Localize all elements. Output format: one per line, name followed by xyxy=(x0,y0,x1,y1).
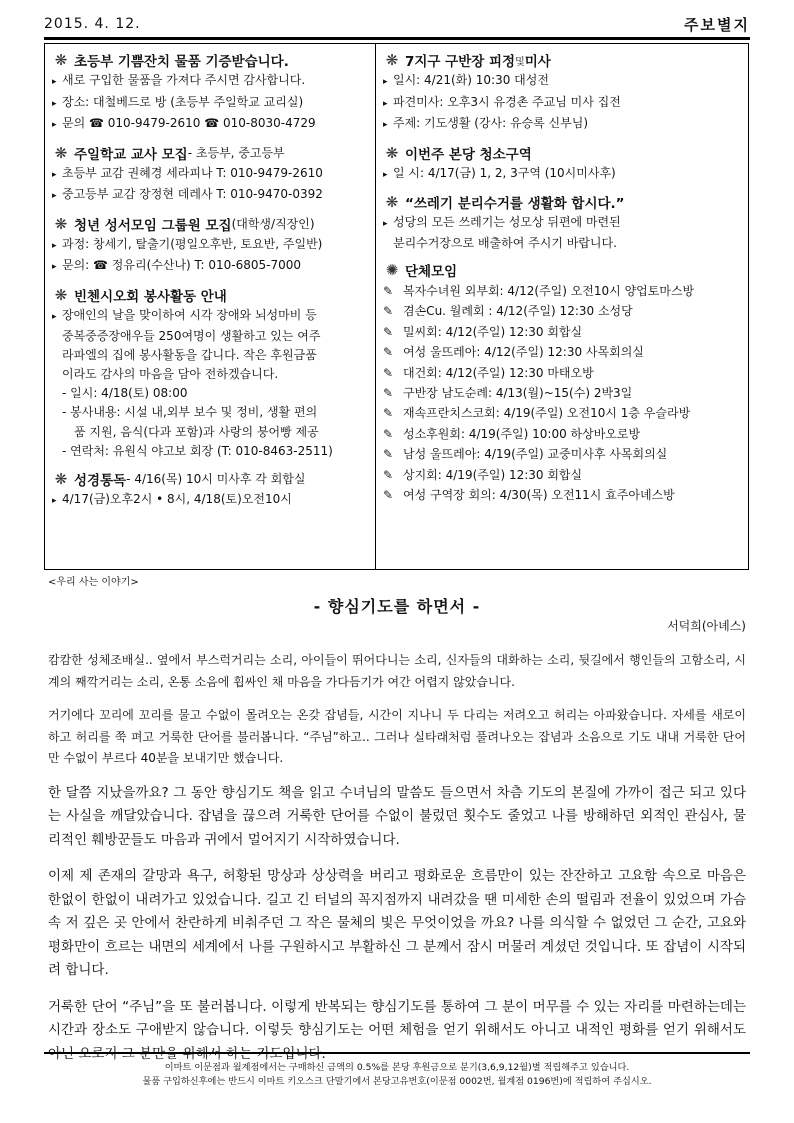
vincent-detail: - 봉사내용: 시설 내,외부 보수 및 정비, 생활 편의 xyxy=(62,405,318,419)
story-title: - 향심기도를 하면서 - xyxy=(313,597,481,616)
groups-section xyxy=(383,259,745,505)
asterisk-icon: ❋ xyxy=(54,214,68,233)
vincent-detail: - 일시: 4/18(토) 08:00 xyxy=(62,385,188,400)
district-title-mid: 및 xyxy=(515,56,525,68)
teacher-section xyxy=(52,142,370,207)
pen-icon: ✎ xyxy=(383,406,394,421)
triangle-icon: ▸ xyxy=(383,98,388,109)
donation-item: 문의 ☎ 010-9479-2610 ☎ 010-8030-4729 xyxy=(62,116,316,130)
group-item: ✎ 성소후원회: 4/19(주일) 10:00 하상바오로방 xyxy=(383,424,745,444)
group-item: ✎ 겸손Cu. 월례회 : 4/12(주일) 12:30 소성당 xyxy=(383,301,745,321)
teacher-title: 주일학교 교사 모집 xyxy=(74,146,188,163)
triangle-icon: ▸ xyxy=(52,191,57,201)
donation-section xyxy=(52,49,370,136)
vincent-text: 중복중증장애우들 250여명이 생활하고 있는 여주 xyxy=(62,328,321,343)
vincent-detail: - 연락처: 유원식 야고보 회장 (T: 010-8463-2511) xyxy=(62,444,333,458)
trash-text: 분리수거장으로 배출하여 주시기 바랍니다. xyxy=(393,236,617,250)
cleaning-title: 이번주 본당 청소구역 xyxy=(405,146,532,163)
triangle-icon: ▸ xyxy=(383,120,388,130)
asterisk-icon: ❋ xyxy=(54,143,68,162)
teacher-subtitle: - 초등부, 중고등부 xyxy=(187,146,285,160)
trash-text: 성당의 모든 쓰레기는 성모상 뒤편에 마련된 xyxy=(393,215,621,229)
footer-line: 물품 구입하신후에는 반드시 이마트 키오스크 단말기에서 본당고유번호(이문점 0002번, 월계점 0196번)에 적립하여 주십시오. xyxy=(142,1076,652,1087)
teacher-item: 중고등부 교감 장정현 데레사 T: 010-9470-0392 xyxy=(62,187,323,201)
page-header xyxy=(44,12,750,38)
asterisk-icon: ❋ xyxy=(54,469,68,488)
group-item: ✎ 구반장 남도순례: 4/13(월)~15(수) 2박3일 xyxy=(383,383,745,403)
bible-group-item: 문의: ☎ 정유리(수산나) T: 010-6805-7000 xyxy=(62,258,302,272)
story-label: <우리 사는 이야기> xyxy=(48,577,139,588)
group-item: ✎ 밀씨회: 4/12(주일) 12:30 회합실 xyxy=(383,322,745,342)
group-item: ✎ 여성 울뜨레아: 4/12(주일) 12:30 사목회의실 xyxy=(383,342,745,362)
cleaning-item: 일 시: 4/17(금) 1, 2, 3구역 (10시미사후) xyxy=(393,165,616,180)
vincent-text: 이라도 감사의 마음을 담아 전하겠습니다. xyxy=(62,366,279,381)
vincent-detail: 품 지원, 음식(다과 포함)과 사랑의 붕어빵 제공 xyxy=(74,424,319,439)
donation-title: 초등부 기쁨잔치 물품 기증받습니다. xyxy=(74,54,289,70)
vincent-text: 장애인의 날을 맞이하여 시각 장애와 뇌성마비 등 xyxy=(62,307,317,322)
header-date: 2015. 4. 12. xyxy=(44,16,141,32)
group-item: ✎ 복자수녀원 외부회: 4/12(주일) 오전10시 양업토마스방 xyxy=(383,281,745,301)
footer-line: 이마트 이문점과 월계점에서는 구매하신 금액의 0.5%를 본당 후원금으로 분기(3,6,9,12월)별 적립해주고 있습니다. xyxy=(164,1062,630,1073)
group-item: ✎ 재속프란치스코회: 4/19(주일) 오전10시 1층 우슬라방 xyxy=(383,403,745,423)
triangle-icon: ▸ xyxy=(52,262,57,272)
story-paragraph: 이제 제 존재의 갈망과 욕구, 허황된 망상과 상상력을 버리고 평화로운 흐름만이 있는 잔잔하고 고요함 속으로 마음은 한없이 한없이 내려가고 있었습니다. 길고 긴 터널의 꼭지점까지 내려갔을 땐 미세한 손의 떨림과 전율이 있었으며 가슴 속 저 깊은 곳 안에서 찬란하게 비춰주던 그 작은 물체의 빛은 무엇이었을 까요? 나를 의식할 수 없었던 그 순간, 고요와 평화만이 흐르는 내면의 세계에서 나를 구원하시고 부활하신 그 분께서 잠시 머물러 계셨던 것입니다. 또 잡념이 시작되려 합니다. xyxy=(48,868,746,978)
reading-title: 성경통독 xyxy=(74,472,127,489)
reading-subtitle: - 4/16(목) 10시 미사후 각 회합실 xyxy=(126,472,306,486)
column-divider xyxy=(375,43,376,570)
bible-group-item: 과정: 창세기, 탈출기(평일오후반, 토요반, 주일반) xyxy=(62,236,323,251)
header-rule xyxy=(44,37,750,40)
pen-icon: ✎ xyxy=(383,324,394,339)
district-item: 파견미사: 오후3시 유경촌 주교님 미사 집전 xyxy=(393,94,621,109)
asterisk-icon: ❋ xyxy=(54,51,68,69)
pen-icon: ✎ xyxy=(383,386,394,401)
triangle-icon: ▸ xyxy=(52,311,57,322)
district-section xyxy=(383,49,745,136)
asterisk-icon: ❋ xyxy=(385,51,399,69)
district-item: 일시: 4/21(화) 10:30 대성전 xyxy=(393,73,549,87)
pen-icon: ✎ xyxy=(383,365,394,380)
header-title: 주보별지 xyxy=(684,16,750,34)
triangle-icon: ▸ xyxy=(52,77,57,87)
triangle-icon: ▸ xyxy=(52,98,57,109)
group-item: ✎ 상지회: 4/19(주일) 12:30 회합실 xyxy=(383,465,745,485)
story-author: 서덕희(아녜스) xyxy=(667,619,746,633)
cleaning-section xyxy=(383,142,745,186)
story-paragraph: 거기에다 꼬리에 꼬리를 물고 수없이 몰려오는 온갖 잡념들, 시간이 지나니 두 다리는 저려오고 허리는 아파왔습니다. 자세를 새로이 하고 허리를 쭉 펴고 거룩한 단어를 불러봅니다. “주님”하고.. 그러나 실타래처럼 풀려나오는 잡념과 소음으로 기도 내내 거룩한 단어만 수없이 부르다 40분을 보내기만 했습니다. xyxy=(48,708,746,765)
pen-icon: ✎ xyxy=(383,426,394,441)
district-item: 주제: 기도생활 (강사: 유승록 신부님) xyxy=(393,116,588,130)
triangle-icon: ▸ xyxy=(383,77,388,87)
pen-icon: ✎ xyxy=(383,488,394,503)
reading-item: 4/17(금)오후2시 • 8시, 4/18(토)오전10시 xyxy=(62,491,292,506)
story-paragraph: 캄캄한 성체조배실.. 옆에서 부스럭거리는 소리, 아이들이 뛰어다니는 소리, 신자들의 대화하는 소리, 뒷길에서 행인들의 고함소리, 시계의 째깍거리는 소리, 온통 소음에 휩싸인 채 마음을 가다듬기가 여간 어렵지 않았습니다. xyxy=(48,653,746,689)
footer-rule xyxy=(44,1052,750,1054)
story-body xyxy=(48,650,746,1079)
donation-item: 새로 구입한 물품을 가져다 주시면 감사합니다. xyxy=(62,73,306,87)
teacher-item: 초등부 교감 권혜경 세라피나 T: 010-9479-2610 xyxy=(62,165,323,180)
trash-section xyxy=(383,191,745,253)
district-title-end: 미사 xyxy=(524,54,551,70)
vincent-title: 빈첸시오회 봉사활동 안내 xyxy=(74,288,227,305)
reading-section xyxy=(52,468,370,512)
pen-icon: ✎ xyxy=(383,304,394,319)
sun-icon: ✺ xyxy=(385,261,399,279)
donation-item: 장소: 대철베드로 방 (초등부 주일학교 교리실) xyxy=(62,94,304,109)
vincent-section xyxy=(52,284,370,462)
bible-group-section xyxy=(52,213,370,278)
group-item: ✎ 여성 구역장 회의: 4/30(목) 오전11시 효주아녜스방 xyxy=(383,485,745,505)
left-column xyxy=(52,49,370,517)
pen-icon: ✎ xyxy=(383,345,394,360)
triangle-icon: ▸ xyxy=(383,219,388,229)
groups-title: 단체모임 xyxy=(405,264,458,280)
triangle-icon: ▸ xyxy=(52,495,57,506)
group-item: ✎ 남성 울뜨레아: 4/19(주일) 교중미사후 사목회의실 xyxy=(383,444,745,464)
trash-title: “쓰레기 분리수거를 생활화 합시다.” xyxy=(405,196,625,212)
triangle-icon: ▸ xyxy=(52,120,57,130)
group-item: ✎ 대건회: 4/12(주일) 12:30 마태오방 xyxy=(383,363,745,383)
triangle-icon: ▸ xyxy=(383,169,388,180)
bible-group-title: 청년 성서모임 그룹원 모집 xyxy=(74,217,232,234)
asterisk-icon: ❋ xyxy=(385,143,399,162)
triangle-icon: ▸ xyxy=(52,240,57,251)
right-column xyxy=(383,49,745,511)
vincent-text: 라파엘의 집에 봉사활동을 갑니다. 작은 후원금품 xyxy=(62,347,317,362)
asterisk-icon: ❋ xyxy=(54,285,68,304)
pen-icon: ✎ xyxy=(383,284,394,298)
pen-icon: ✎ xyxy=(383,447,394,462)
triangle-icon: ▸ xyxy=(52,169,57,180)
pen-icon: ✎ xyxy=(383,467,394,482)
asterisk-icon: ❋ xyxy=(385,193,399,211)
district-title: 7지구 구반장 피정 xyxy=(405,54,516,70)
bible-group-subtitle: (대학생/직장인) xyxy=(231,217,315,231)
story-paragraph: 한 달쯤 지났을까요? 그 동안 향심기도 책을 읽고 수녀님의 말씀도 들으면서 차츰 기도의 본질에 가까이 접근 되고 있다는 사실을 깨달았습니다. 잡념을 끊으려 거룩한 단어를 수없이 불렀던 횟수도 줄었고 나를 방해하던 외적인 관심사, 물리적인 훼방꾼들도 마음과 귀에서 멀어지기 시작하였습니다. xyxy=(48,784,746,848)
story-paragraph: 거룩한 단어 “주님”을 또 불러봅니다. 이렇게 반복되는 향심기도를 통하여 그 분이 머무를 수 있는 자리를 마련하는데는 시간과 장소도 구애받지 않습니다. 이렇듯 향심기도는 어떤 체험을 얻기 위해서도 아니고 내적인 평화를 얻기 위해서도 아닌 오로지 그 분만을 위해서 하는 기도입니다. xyxy=(48,998,746,1062)
